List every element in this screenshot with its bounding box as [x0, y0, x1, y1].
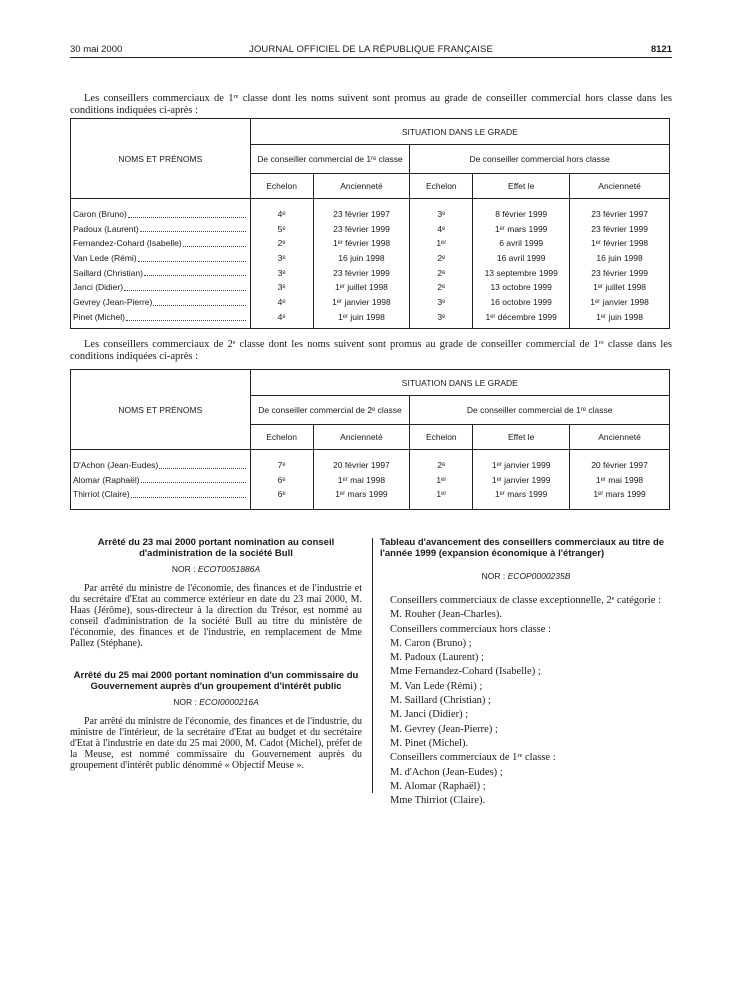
cell-a1: 1ᵉʳ mars 1999: [335, 489, 388, 500]
article-3-list: [380, 594, 672, 808]
nor-label: NOR :: [173, 697, 197, 707]
person-name: [73, 473, 248, 488]
list-entry: M. d'Achon (Jean-Eudes) ;: [390, 766, 503, 778]
list-heading: Conseillers commerciaux de classe exceptionnelle, 2ᵉ catégorie :: [390, 595, 661, 606]
nor-label: NOR :: [481, 571, 506, 581]
cell-e1: 2ᵉ: [277, 238, 286, 249]
intro-paragraph-2: Les conseillers commerciaux de 2ᵉ classe dont les noms suivent sont promus au grade de conseiller commercial de 1ʳᵉ classe dans les conditions indiquées ci-après :: [70, 339, 672, 362]
leader-dots: [159, 458, 245, 469]
article-3-title: Tableau d'avancement des conseillers commerciaux au titre de l'année 1999 (expansion économique à l'étranger): [380, 537, 665, 559]
person-name: [73, 251, 248, 266]
sub-header-echelon: Echelon: [410, 174, 473, 199]
cell-e2: 1ᵉʳ: [436, 474, 447, 485]
promotion-table-hors-classe: [70, 118, 670, 329]
cell-a2: 1ᵉʳ mai 1998: [595, 474, 644, 485]
col-header-names: NOMS ET PRÉNOMS: [71, 370, 251, 450]
sub-header-effet: Effet le: [473, 425, 570, 450]
list-entry: M. Pinet (Michel).: [390, 737, 469, 749]
sub-header-echelon: Echelon: [250, 174, 313, 199]
nor-code: ECOI0000216A: [199, 697, 259, 707]
cell-a1: 1ᵉʳ janvier 1998: [332, 297, 391, 308]
cell-e1: 4ᵉ: [277, 297, 286, 308]
cell-a2: 1ᵉʳ juillet 1998: [593, 282, 647, 293]
sub-header-anciennete: Ancienneté: [570, 174, 670, 199]
echelon-to-column: [410, 199, 473, 329]
person-name: [73, 266, 248, 281]
group-header-to: De conseiller commercial de 1ʳᵉ classe: [410, 396, 670, 425]
left-column: [70, 538, 362, 771]
cell-eff: 8 février 1999: [495, 209, 548, 219]
cell-a2: 23 février 1997: [591, 209, 648, 219]
col-header-situation: SITUATION DANS LE GRADE: [250, 119, 669, 145]
person-name: [73, 280, 248, 295]
cell-eff: 16 octobre 1999: [490, 297, 552, 308]
nor-code: ECOP0000235B: [507, 571, 571, 581]
leader-dots: [124, 280, 246, 291]
person-name-text: Caron (Bruno): [73, 209, 127, 219]
cell-e1: 6ᵉ: [277, 474, 286, 485]
list-entry: Mme Fernandez-Cohard (Isabelle) ;: [390, 666, 541, 678]
leader-dots: [153, 295, 245, 306]
person-name-text: Alomar (Raphaël): [73, 474, 140, 485]
list-entry: M. Saillard (Christian) ;: [390, 695, 491, 707]
cell-e2: 3ᵉ: [437, 311, 446, 322]
cell-a2: 1ᵉʳ mars 1999: [593, 489, 646, 500]
anciennete-to-column: [570, 199, 670, 329]
article-1-title: Arrêté du 23 mai 2000 portant nomination au conseil d'administration de la société Bull: [97, 537, 335, 559]
cell-e2: 1ᵉʳ: [436, 489, 447, 500]
cell-eff: 6 avril 1999: [499, 238, 544, 249]
effet-column: [473, 199, 570, 329]
col-header-names: NOMS ET PRÉNOMS: [71, 119, 251, 199]
header-journal-title: JOURNAL OFFICIEL DE LA RÉPUBLIQUE FRANÇAISE: [249, 44, 493, 55]
person-name-text: Janci (Didier): [73, 282, 124, 293]
list-entry: M. Janci (Didier) ;: [390, 709, 469, 721]
sub-header-effet: Effet le: [473, 174, 570, 199]
list-entry: Mme Thirriot (Claire).: [390, 795, 486, 807]
table-body-row: [71, 450, 670, 510]
cell-eff: 1ᵉʳ janvier 1999: [491, 460, 551, 470]
cell-a2: 1ᵉʳ janvier 1998: [590, 297, 649, 308]
group-header-from: De conseiller commercial de 2ᵉ classe: [250, 396, 410, 425]
list-entry: M. Caron (Bruno) ;: [390, 637, 472, 649]
page-header: [70, 44, 672, 58]
cell-a1: 1ᵉʳ juin 1998: [338, 311, 385, 322]
nor-code: ECOT0051886A: [197, 564, 261, 574]
list-entry: M. Van Lede (Rémi) ;: [390, 680, 483, 692]
person-name-text: Gevrey (Jean-Pierre): [73, 297, 153, 308]
cell-a2: 20 février 1997: [591, 460, 648, 470]
list-entry: M. Alomar (Raphaël) ;: [390, 780, 486, 792]
article-3-nor: [380, 571, 672, 581]
echelon-from-column: [250, 199, 313, 329]
person-name-text: Pinet (Michel): [73, 311, 125, 322]
cell-a1: 23 février 1997: [333, 209, 390, 219]
cell-eff: 13 septembre 1999: [484, 267, 558, 278]
person-name-text: Thirriot (Claire): [73, 489, 130, 500]
person-name-text: D'Achon (Jean-Eudes): [73, 460, 159, 470]
cell-e2: 1ᵉʳ: [436, 238, 447, 249]
person-name: [73, 207, 248, 222]
cell-a1: 1ᵉʳ juillet 1998: [334, 282, 388, 293]
leader-dots: [141, 473, 246, 484]
col-header-situation: SITUATION DANS LE GRADE: [250, 370, 669, 396]
person-name: [73, 295, 248, 310]
cell-eff: 1ᵉʳ mars 1999: [494, 223, 548, 234]
cell-a2: 1ᵉʳ juin 1998: [596, 311, 643, 322]
sub-header-anciennete: Ancienneté: [313, 425, 410, 450]
list-entry: M. Rouher (Jean-Charles).: [390, 609, 502, 621]
cell-a2: 23 février 1999: [591, 223, 648, 234]
names-column: [71, 199, 251, 329]
echelon-from-column: [250, 450, 313, 510]
column-divider: [372, 538, 373, 793]
cell-eff: 16 avril 1999: [496, 253, 546, 264]
cell-eff: 1ᵉʳ mars 1999: [494, 489, 548, 500]
cell-eff: 13 octobre 1999: [490, 282, 552, 293]
leader-dots: [140, 222, 246, 233]
cell-a1: 1ᵉʳ mai 1998: [337, 474, 386, 485]
person-name: [73, 310, 248, 325]
header-page-number: 8121: [650, 44, 672, 55]
intro-paragraph-1: Les conseillers commerciaux de 1ʳᵉ classe dont les noms suivent sont promus au grade de conseiller commercial hors classe dans les conditions indiquées ci-après :: [70, 93, 672, 116]
cell-eff: 1ᵉʳ janvier 1999: [491, 474, 551, 485]
leader-dots: [138, 251, 246, 262]
header-rule: [70, 57, 672, 58]
echelon-to-column: [410, 450, 473, 510]
sub-header-anciennete: Ancienneté: [570, 425, 670, 450]
anciennete-from-column: [313, 199, 410, 329]
cell-eff: 1ᵉʳ décembre 1999: [485, 311, 557, 322]
list-heading: Conseillers commerciaux de 1ʳᵉ classe :: [390, 752, 556, 764]
group-header-from: De conseiller commercial de 1ʳᵉ classe: [250, 145, 410, 174]
sub-header-echelon: Echelon: [410, 425, 473, 450]
promotion-table-premiere-classe: [70, 369, 670, 510]
nor-label: NOR :: [171, 564, 196, 574]
cell-e1: 4ᵉ: [277, 209, 286, 219]
cell-e1: 3ᵉ: [277, 253, 286, 264]
group-header-to: De conseiller commercial hors classe: [410, 145, 670, 174]
cell-e2: 2ᵉ: [437, 253, 446, 264]
cell-e1: 3ᵉ: [277, 267, 286, 278]
cell-a1: 16 juin 1998: [338, 253, 385, 264]
cell-e2: 2ᵉ: [437, 267, 446, 278]
person-name: [73, 458, 248, 473]
list-entry: M. Gevrey (Jean-Pierre) ;: [390, 723, 498, 735]
cell-a1: 23 février 1999: [333, 223, 390, 234]
article-2-title: Arrêté du 25 mai 2000 portant nomination d'un commissaire du Gouvernement auprès d'un groupement d'intérêt public: [73, 670, 359, 692]
cell-e2: 2ᵉ: [437, 282, 446, 293]
cell-e2: 2ᵉ: [437, 460, 446, 470]
person-name: [73, 236, 248, 251]
cell-e1: 3ᵉ: [277, 282, 286, 293]
sub-header-echelon: Echelon: [250, 425, 313, 450]
leader-dots: [131, 487, 246, 498]
effet-column: [473, 450, 570, 510]
article-2-nor: [70, 697, 362, 707]
sub-header-anciennete: Ancienneté: [313, 174, 410, 199]
article-1-body: Par arrêté du ministre de l'économie, des finances et de l'industrie et du secrétaire d'Etat au commerce extérieur en date du 23 mai 2000, M. Haas (Jérôme), sous-directeur à la direction du Trésor, est nommé au conseil d'administration de la société Bull au titre du ministère de l'économie, des finances et de l'industrie, en remplacement de Mme Pallez (Stéphane).: [70, 583, 362, 649]
person-name-text: Saillard (Christian): [73, 267, 143, 278]
cell-a2: 16 juin 1998: [596, 253, 643, 264]
leader-dots: [128, 207, 246, 218]
leader-dots: [126, 310, 246, 321]
anciennete-from-column: [313, 450, 410, 510]
person-name-text: Padoux (Laurent): [73, 223, 139, 234]
cell-e1: 4ᵉ: [277, 311, 286, 322]
names-column: [71, 450, 251, 510]
anciennete-to-column: [570, 450, 670, 510]
leader-dots: [144, 266, 246, 277]
table-body-row: [71, 199, 670, 329]
cell-a1: 1ᵉʳ février 1998: [332, 238, 391, 249]
cell-e1: 5ᵉ: [277, 223, 286, 234]
person-name: [73, 222, 248, 237]
list-heading: Conseillers commerciaux hors classe :: [390, 623, 551, 635]
leader-dots: [183, 236, 246, 247]
person-name-text: Van Lede (Rémi): [73, 253, 137, 264]
cell-e2: 3ᵉ: [437, 297, 446, 308]
cell-a1: 20 février 1997: [333, 460, 390, 470]
cell-e2: 4ᵉ: [437, 223, 446, 234]
header-date: 30 mai 2000: [70, 44, 123, 55]
right-column: [380, 538, 672, 808]
cell-a2: 23 février 1999: [591, 267, 648, 278]
cell-e2: 3ᵉ: [437, 209, 446, 219]
person-name-text: Fernandez-Cohard (Isabelle): [73, 238, 182, 249]
article-1-nor: [70, 564, 362, 574]
list-entry: M. Padoux (Laurent) ;: [390, 652, 484, 664]
cell-e1: 6ᵉ: [277, 489, 286, 500]
cell-a1: 23 février 1999: [333, 267, 390, 278]
article-2-body: Par arrêté du ministre de l'économie, des finances et de l'industrie, du ministre de l'intérieur, de la secrétaire d'Etat au budget et du secrétaire d'Etat à l'industrie en date du 25 mai 2000, M. Cadot (Michel), préfet de la Meuse, est nommé commissaire du Gouvernement auprès du groupement d'intérêt public dénommé « Objectif Meuse ».: [70, 716, 362, 771]
cell-a2: 1ᵉʳ février 1998: [590, 238, 649, 249]
person-name: [73, 487, 248, 502]
cell-e1: 7ᵉ: [277, 460, 286, 470]
